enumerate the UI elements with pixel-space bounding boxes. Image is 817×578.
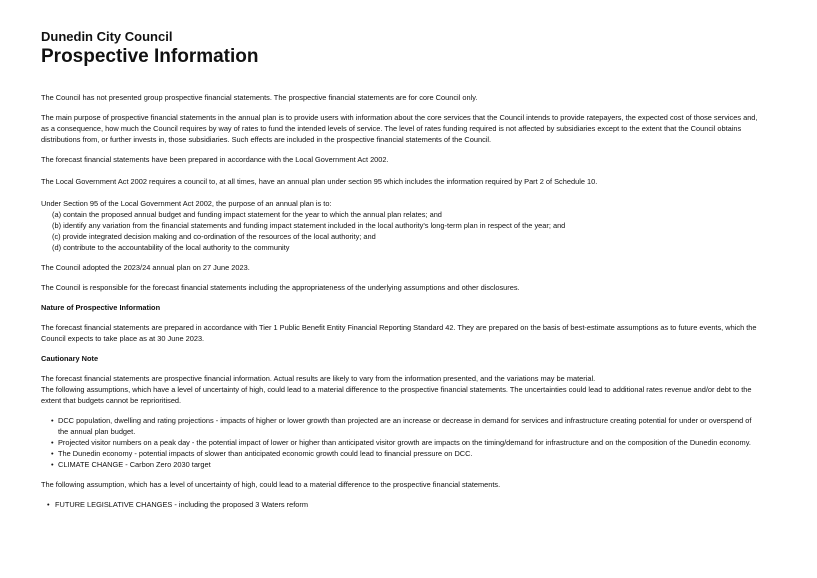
list-item	[47, 499, 763, 510]
list-item-text: DCC population, dwelling and rating projections - impacts of higher or lower growth than projected are an increase or decrease in demand for services and infrastructure creating potential for under or overspend of the annual plan budget.	[58, 416, 752, 436]
organisation-name: Dunedin City Council	[41, 29, 173, 44]
document-body	[41, 92, 763, 510]
paragraph-purpose: The main purpose of prospective financial statements in the annual plan is to provide users with information about the core services that the Council intends to provide ratepayers, the expected cost of those services and, as a consequence, how much the Council requires by way of rates to fund the intended levels of service. The level of rates funding required is not affected by subsidiaries except to the extent that the Council obtains distributions from, or further invests in, those subsidiaries. Such effects are included in the prospective financial statements of the Council.	[41, 113, 758, 144]
paragraph-following: The following assumption, which has a level of uncertainty of high, could lead to a material difference to the prospective financial statements.	[41, 480, 501, 489]
paragraph-cautionary-1: The forecast financial statements are prospective financial information. Actual results are likely to vary from the information presented, and the variations may be material.	[41, 374, 596, 383]
section95-list	[41, 209, 763, 253]
paragraph-lga: The Local Government Act 2002 requires a council to, at all times, have an annual plan under section 95 which includes the information required by Part 2 of Schedule 10.	[41, 177, 598, 186]
paragraph-nature: The forecast financial statements are prepared in accordance with Tier 1 Public Benefit Entity Financial Reporting Standard 42. They are prepared on the basis of best-estimate assumptions as to future events, which the Council expects to take place as at 30 June 2023.	[41, 323, 757, 343]
high-uncertainty-list	[41, 415, 763, 470]
list-item	[51, 459, 763, 470]
list-item: (d) contribute to the accountability of the local authority to the community	[52, 243, 290, 252]
paragraph-section95: Under Section 95 of the Local Government Act 2002, the purpose of an annual plan is to:	[41, 199, 332, 208]
paragraph-cautionary-2: The following assumptions, which have a level of uncertainty of high, could lead to a material difference to the prospective financial statements. The uncertainties could lead to additional rates revenue and/or debt to the extent that budgets cannot be reprioritised.	[41, 385, 752, 405]
bullet-icon: •	[47, 500, 50, 509]
bullet-icon: •	[51, 438, 54, 447]
paragraph-group-statements: The Council has not presented group prospective financial statements. The prospective financial statements are for core Council only.	[41, 93, 478, 102]
paragraph-adopted: The Council adopted the 2023/24 annual plan on 27 June 2023.	[41, 263, 250, 272]
heading-cautionary: Cautionary Note	[41, 354, 99, 363]
heading-nature: Nature of Prospective Information	[41, 303, 161, 312]
bullet-icon: •	[51, 449, 54, 458]
bullet-icon: •	[51, 460, 54, 469]
list-item	[51, 437, 763, 448]
bullet-icon: •	[51, 416, 54, 425]
page-title: Prospective Information	[41, 46, 259, 67]
list-item	[51, 448, 763, 459]
single-assumption-list	[41, 499, 763, 510]
list-item-text: The Dunedin economy - potential impacts of slower than anticipated economic growth could lead to financial pressure on DCC.	[58, 449, 473, 458]
paragraph-responsible: The Council is responsible for the forecast financial statements including the appropriateness of the underlying assumptions and other disclosures.	[41, 283, 520, 292]
list-item-text: FUTURE LEGISLATIVE CHANGES - including the proposed 3 Waters reform	[55, 500, 309, 509]
list-item: (a) contain the proposed annual budget and funding impact statement for the year to which the annual plan relates; and	[52, 210, 442, 219]
list-item	[51, 415, 763, 437]
paragraph-prepared: The forecast financial statements have been prepared in accordance with the Local Government Act 2002.	[41, 155, 389, 164]
list-item: (b) identify any variation from the financial statements and funding impact statement included in the local authority's long-term plan in respect of the year; and	[52, 221, 566, 230]
list-item: (c) provide integrated decision making and co-ordination of the resources of the local authority; and	[52, 232, 376, 241]
list-item-text: Projected visitor numbers on a peak day - the potential impact of lower or higher than anticipated visitor growth are impacts on the timing/demand for infrastructure and on the composition of the Dunedin economy.	[58, 438, 751, 447]
list-item-text: CLIMATE CHANGE - Carbon Zero 2030 target	[58, 460, 211, 469]
